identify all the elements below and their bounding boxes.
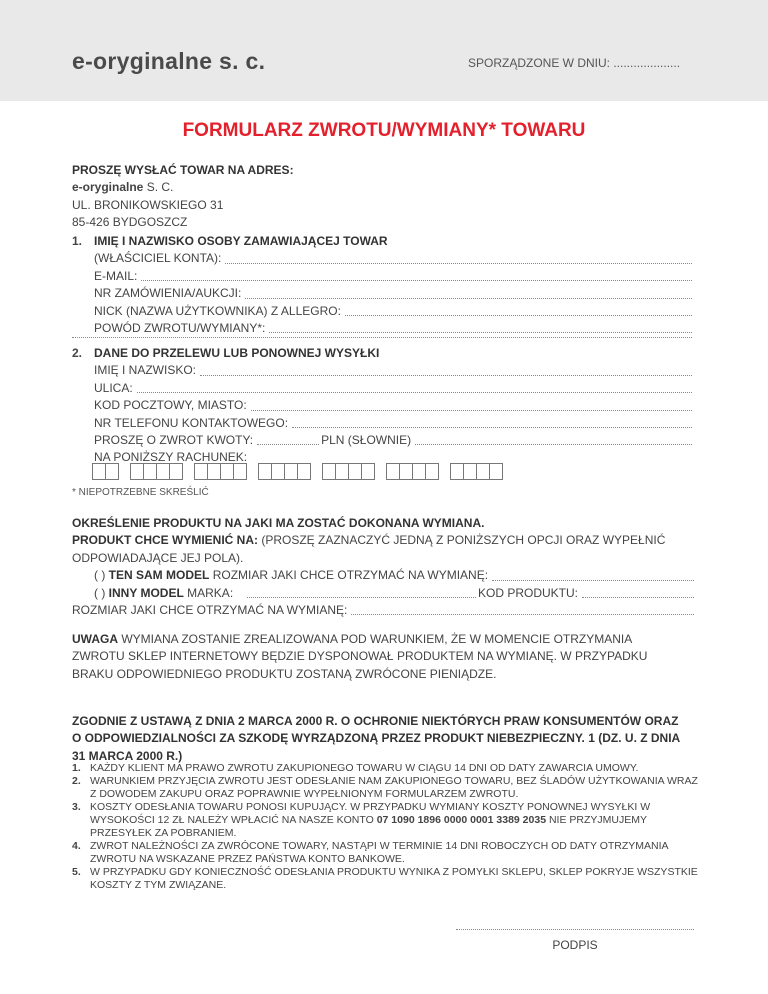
exchange-heading: OKREŚLENIE PRODUKTU NA JAKI MA ZOSTAĆ DOKONANA WYMIANA.	[72, 516, 485, 530]
return-reason-line-2[interactable]	[72, 337, 694, 342]
company-logo: e-oryginalne s. c.	[72, 48, 266, 74]
exchange-section	[72, 515, 696, 619]
email-label: E-MAIL:	[94, 268, 138, 283]
exchange-instr-bold: PRODUKT CHCE WYMIENIĆ NA:	[72, 533, 258, 548]
option-same-model[interactable]	[72, 567, 696, 584]
rule-number: 5.	[72, 866, 81, 878]
rule-text-part: NIE PRZYJMUJEMY PRZESYŁEK ZA POBRANIEM.	[90, 814, 647, 839]
section-1-number: 1.	[72, 234, 83, 248]
rule-number: 4.	[72, 840, 81, 852]
refund-amount-label: PROSZĘ O ZWROT KWOTY:	[94, 433, 254, 448]
address-suffix: S. C.	[146, 180, 174, 195]
account-group	[194, 463, 246, 480]
rule-text: KAŻDY KLIENT MA PRAWO ZWROTU ZAKUPIONEGO TOWARU W CIĄGU 14 DNI OD DATY ZAWARCIA UMOWY.	[90, 762, 639, 774]
rule-item	[72, 775, 702, 801]
street-label: ULICA:	[94, 380, 133, 395]
date-label: SPORZĄDZONE W DNIU:	[468, 56, 611, 70]
section-2	[72, 345, 694, 467]
account-group	[386, 463, 438, 480]
address-street: UL. BRONIKOWSKIEGO 31	[72, 197, 224, 212]
street-field[interactable]	[94, 380, 694, 397]
option-other-model[interactable]	[72, 585, 696, 602]
amount-words-label: PLN (SŁOWNIE)	[321, 433, 412, 448]
rule-item	[72, 866, 702, 892]
other-model-label: INNY MODEL	[108, 585, 184, 600]
bank-account-boxes[interactable]	[92, 463, 502, 480]
same-model-label: TEN SAM MODEL	[108, 568, 210, 583]
rule-number: 2.	[72, 775, 81, 787]
account-label: NA PONIŻSZY RACHUNEK:	[94, 450, 248, 465]
owner-field[interactable]	[94, 250, 694, 267]
exchange-size-label: ROZMIAR JAKI CHCE OTRZYMAĆ NA WYMIANĘ:	[72, 603, 348, 618]
product-code-label: KOD PRODUKTU:	[477, 585, 578, 600]
name-field[interactable]	[94, 362, 694, 379]
address-city: 85-426 BYDGOSZCZ	[72, 215, 188, 230]
address-heading: PROSZĘ WYSŁAĆ TOWAR NA ADRES:	[72, 163, 294, 177]
address-company	[72, 179, 696, 196]
address-brand: e-oryginalne	[72, 180, 144, 195]
email-field[interactable]	[94, 268, 694, 285]
allegro-nick-label: NICK (NAZWA UŻYTKOWNIKA) Z ALLEGRO:	[94, 303, 341, 318]
account-group	[450, 463, 502, 480]
same-model-size-label: ROZMIAR JAKI CHCE OTRZYMAĆ NA WYMIANĘ:	[212, 568, 489, 583]
same-model-checkbox[interactable]: ( )	[94, 568, 106, 583]
other-model-checkbox[interactable]: ( )	[94, 585, 106, 600]
allegro-nick-field[interactable]	[94, 303, 694, 320]
notice-text: WYMIANA ZOSTANIE ZREALIZOWANA POD WARUNKIEM, ŻE W MOMENCIE OTRZYMANIA ZWROTU SKLEP INTERNETOWY BĘDZIE DYSPONOWAŁ PRODUKTEM NA WYMIANĘ. W PRZYPADKU BRAKU ODPOWIEDNIEGO PRODUKTU ZOSTANĄ ZWRÓCONE PIENIĄDZE.	[72, 632, 648, 681]
rule-item	[72, 840, 702, 866]
rule-number: 1.	[72, 762, 81, 774]
signature-line[interactable]	[456, 929, 694, 930]
rule-text	[90, 801, 702, 840]
rule-text: ZWROT NALEŻNOŚCI ZA ZWRÓCONE TOWARY, NASTĄPI W TERMINIE 14 DNI ROBOCZYCH OD DATY OTRZYMANIA ZWROTU NA WSKAZANE PRZEZ PAŃSTWA KONTO BANKOWE.	[90, 840, 668, 865]
rule-text: W PRZYPADKU GDY KONIECZNOŚĆ ODESŁANIA PRODUKTU WYNIKA Z POMYŁKI SKLEPU, SKLEP POKRYJE WSZYSTKIE KOSZTY Z TYM ZWIĄZANE.	[90, 866, 698, 891]
account-group	[258, 463, 310, 480]
signature-label: PODPIS	[552, 938, 598, 952]
section-1	[72, 233, 694, 342]
phone-field[interactable]	[94, 415, 694, 432]
name-label: IMIĘ I NAZWISKO:	[94, 363, 197, 378]
exchange-instructions	[72, 532, 696, 567]
postcode-city-label: KOD POCZTOWY, MIASTO:	[94, 398, 247, 413]
account-group	[130, 463, 182, 480]
rule-text: WARUNKIEM PRZYJĘCIA ZWROTU JEST ODESŁANIE NAM ZAKUPIONEGO TOWARU, BEZ ŚLADÓW UŻYTKOWANIA WRAZ Z DOWODEM ZAKUPU ORAZ POPRAWNIE WYPEŁNIONYM FORMULARZEM ZWROTU.	[90, 775, 698, 800]
notice-label: UWAGA	[72, 632, 118, 646]
refund-amount-field[interactable]	[94, 432, 694, 449]
return-reason-field[interactable]	[94, 320, 694, 337]
account-group	[322, 463, 374, 480]
form-title: FORMULARZ ZWROTU/WYMIANY* TOWARU	[182, 120, 586, 141]
return-reason-label: POWÓD ZWROTU/WYMIANY*:	[94, 321, 266, 336]
bank-account-number: 07 1090 1896 0000 0001 3389 2035	[376, 814, 547, 826]
exchange-size-field[interactable]	[72, 602, 696, 619]
address-block	[72, 162, 696, 232]
section-2-number: 2.	[72, 346, 83, 360]
section-2-heading: DANE DO PRZELEWU LUB PONOWNEJ WYSYŁKI	[94, 346, 380, 360]
account-group	[92, 463, 118, 480]
section-1-heading: IMIĘ I NAZWISKO OSOBY ZAMAWIAJĄCEJ TOWAR	[94, 234, 388, 248]
header-band	[0, 0, 768, 101]
rule-text-part: KOSZTY ODESŁANIA TOWARU PONOSI KUPUJĄCY. W PRZYPADKU WYMIANY KOSZTY PONOWNEJ WYSYŁKI W WYSOKOŚCI 12 ZŁ NALEŻY WPŁACIĆ NA NASZE KONTO	[90, 801, 651, 826]
brand-label: MARKA:	[187, 585, 234, 600]
law-heading: ZGODNIE Z USTAWĄ Z DNIA 2 MARCA 2000 R. O OCHRONIE NIEKTÓRYCH PRAW KONSUMENTÓW ORAZ O ODPOWIEDZIALNOŚCI ZA SZKODĘ WYRZĄDZONĄ PRZEZ PRODUKT NIEBEZPIECZNY. 1 (DZ. U. Z DNIA 31 MARCA 2000 R.)	[72, 714, 680, 763]
date-field[interactable]: SPORZĄDZONE W DNIU: ....................	[468, 56, 681, 70]
rule-item	[72, 762, 702, 775]
order-number-label: NR ZAMÓWIENIA/AUKCJI:	[94, 286, 242, 301]
owner-label: (WŁAŚCICIEL KONTA):	[94, 251, 222, 266]
exchange-instr-text: (PROSZĘ ZAZNACZYĆ JEDNĄ Z PONIŻSZYCH OPCJI ORAZ WYPEŁNIĆ ODPOWIADAJĄCE JEJ POLA).	[72, 533, 666, 565]
postcode-city-field[interactable]	[94, 397, 694, 414]
rule-number: 3.	[72, 801, 81, 813]
footnote: * NIEPOTRZEBNE SKREŚLIĆ	[72, 487, 209, 498]
rule-item	[72, 801, 702, 840]
notice-section	[72, 631, 672, 683]
rules-list	[72, 762, 702, 892]
order-number-field[interactable]	[94, 285, 694, 302]
phone-label: NR TELEFONU KONTAKTOWEGO:	[94, 415, 289, 430]
